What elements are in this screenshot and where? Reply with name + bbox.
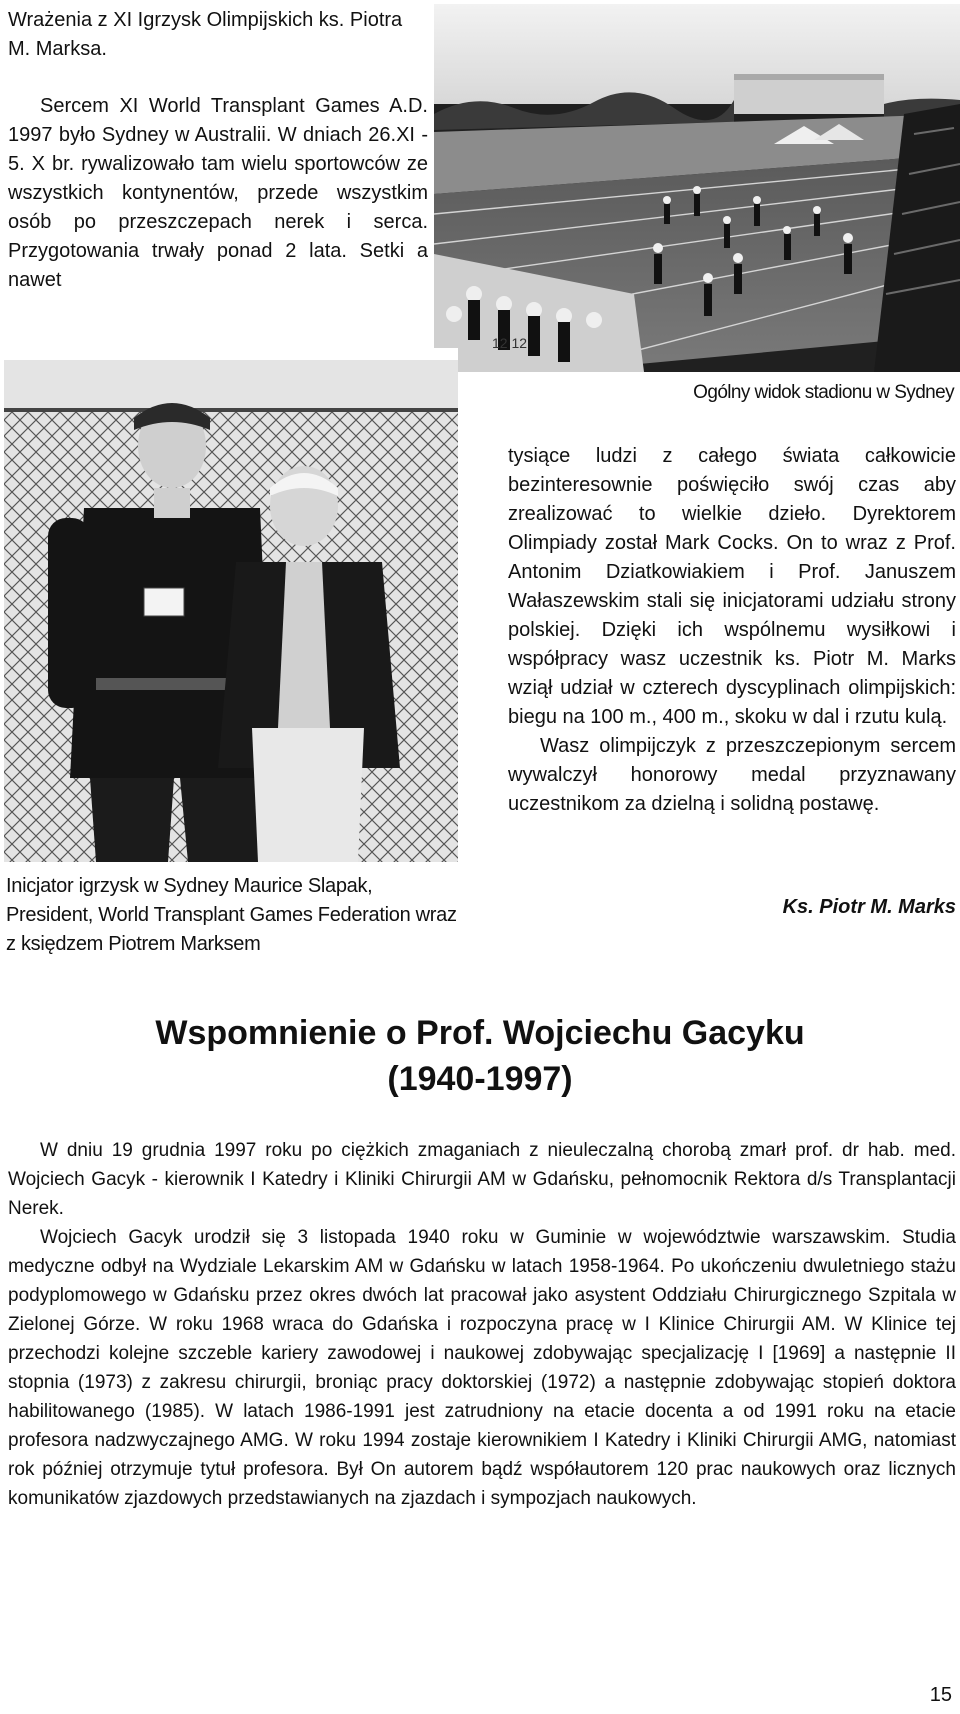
- obituary-text: [8, 1136, 956, 1513]
- stadium-photo: [434, 4, 960, 372]
- people-photo: [4, 348, 458, 862]
- intro-paragraph: Sercem XI World Transplant Games A.D. 1997 było Sydney w Australii. W dniach 26.XI - 5. X br. rywalizowało tam wielu sportowców ze wszystkich kontynentów, przede wszystkim osób po przeszczepach nerek i serca. Przygotowania trwały ponad 2 lata. Setki a nawet: [8, 95, 428, 291]
- obituary-heading-line-1: Wspomnienie o Prof. Wojciechu Gacyku: [155, 1014, 805, 1052]
- people-photo-caption: Inicjator igrzysk w Sydney Maurice Slapak, President, World Transplant Games Federation wraz z księdzem Piotrem Marksem: [6, 875, 457, 955]
- lane-number-marking: 12 12: [492, 335, 528, 351]
- right-column-text: [508, 442, 956, 819]
- obituary-paragraph-2: Wojciech Gacyk urodził się 3 listopada 1940 roku w Guminie w województwie warszawskim. Studia medyczne odbył na Wydziale Lekarskim AM w Gdańsku w latach 1958-1964. Po ukończeniu dwuletniego stażu podyplomowego w Gdańsku przez okres dwóch lat pracował jako asystent Oddziału Chirurgicznego Szpitala w Zielonej Górze. W roku 1968 wraca do Gdańska i rozpoczyna pracę w I Klinice Chirurgii AM. W Klinice tej przechodzi kolejne szczeble kariery zawodowej i naukowej zdobywając specjalizację I [1969] a następnie II stopnia (1973) z zakresu chirurgii, broniąc pracy doktorskiej (1972) a następnie zdobywając stopień doktora habilitowanego (1985). W latach 1986-1991 jest zatrudniony na etacie docenta a od 1991 roku na etacie profesora nadzwyczajnego AMG. W roku 1994 zostaje kierownikiem I Katedry i Kliniki Chirurgii AMG, natomiast rok później otrzymuje tytuł profesora. Był On autorem bądź współautorem 120 prac naukowych oraz licznych komunikatów zjazdowych przedstawianych na zjazdach i sympozjach naukowych.: [8, 1227, 956, 1509]
- author-signature: Ks. Piotr M. Marks: [782, 896, 956, 918]
- obituary-heading: [0, 1010, 960, 1102]
- obituary-heading-line-2: (1940-1997): [387, 1060, 573, 1098]
- intro-text-block: [8, 6, 428, 295]
- page-number: 15: [929, 1684, 952, 1706]
- obituary-paragraph-1: W dniu 19 grudnia 1997 roku po ciężkich zmaganiach z nieuleczalną chorobą zmarł prof. dr hab. med. Wojciech Gacyk - kierownik I Katedry i Kliniki Chirurgii AM w Gdańsku, pełnomocnik Rektora d/s Transplantacji Nerek.: [8, 1140, 956, 1219]
- article-title: Wrażenia z XI Igrzysk Olimpijskich ks. Piotra M. Marksa.: [8, 9, 403, 60]
- right-paragraph-1: tysiące ludzi z całego świata całkowicie bezinteresownie poświęciło swój czas aby zrealizować to wielkie dzieło. Dyrektorem Olimpiady został Mark Cocks. On to wraz z Prof. Antonim Dziatkowiakiem i Prof. Januszem Wałaszewskim stali się inicjatorami udziału strony polskiej. Dzięki ich wspólnemu wysiłkowi i współpracy wasz uczestnik ks. Piotr M. Marks wziął udział w czterech dyscyplinach olimpijskich: biegu na 100 m., 400 m., skoku w dal i rzutu kulą.: [508, 445, 956, 728]
- right-paragraph-2: Wasz olimpijczyk z przeszczepionym sercem wywalczył honorowy medal przyznawany uczestnikom za dzielną i solidną postawę.: [508, 735, 956, 815]
- stadium-photo-caption: Ogólny widok stadionu w Sydney: [693, 382, 954, 403]
